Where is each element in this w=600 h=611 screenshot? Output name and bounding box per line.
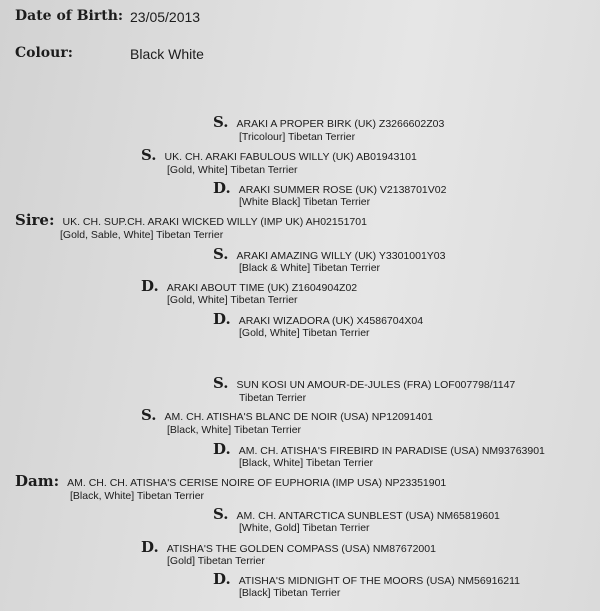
role-marker: S.	[141, 406, 157, 424]
dog-name: AM. CH. ANTARCTICA SUNBLEST (USA) NM65819601	[236, 510, 500, 522]
role-marker: Sire:	[15, 211, 55, 229]
role-marker: S.	[141, 146, 157, 164]
dog-description: [Gold, White] Tibetan Terrier	[167, 164, 298, 176]
dog-name: UK. CH. ARAKI FABULOUS WILLY (UK) AB01943101	[164, 151, 417, 163]
dog-description: [Tricolour] Tibetan Terrier	[239, 131, 356, 143]
dog-name: ARAKI A PROPER BIRK (UK) Z3266602Z03	[236, 118, 445, 130]
colour-value: Black White	[130, 46, 204, 62]
role-marker: D.	[213, 179, 231, 197]
dog-description: [Gold, Sable, White] Tibetan Terrier	[60, 229, 224, 241]
dog-name: AM. CH. ATISHA'S FIREBIRD IN PARADISE (USA) NM93763901	[238, 445, 545, 457]
dog-description: [White Black] Tibetan Terrier	[239, 196, 371, 208]
dog-description: [White, Gold] Tibetan Terrier	[239, 522, 370, 534]
role-marker: D.	[141, 277, 159, 295]
sire-sire	[141, 146, 417, 165]
dam-sire	[141, 406, 433, 425]
dog-description: Tibetan Terrier	[239, 392, 307, 404]
dog-description: [Black] Tibetan Terrier	[239, 587, 341, 599]
role-marker: D.	[213, 570, 231, 588]
dog-name: ARAKI SUMMER ROSE (UK) V2138701V02	[238, 184, 447, 196]
role-marker: D.	[213, 310, 231, 328]
dog-description: [Black, White] Tibetan Terrier	[239, 457, 374, 469]
role-marker: Dam:	[15, 472, 60, 490]
dog-name: UK. CH. SUP.CH. ARAKI WICKED WILLY (IMP UK) AH02151701	[62, 216, 367, 228]
dog-description: [Gold, White] Tibetan Terrier	[167, 294, 298, 306]
role-marker: S.	[213, 374, 229, 392]
role-marker: S.	[213, 113, 229, 131]
dog-description: [Gold, White] Tibetan Terrier	[239, 327, 370, 339]
dog-description: [Black, White] Tibetan Terrier	[70, 490, 205, 502]
dam	[15, 472, 446, 491]
dog-name: ARAKI ABOUT TIME (UK) Z1604904Z02	[166, 282, 358, 294]
dog-description: [Gold] Tibetan Terrier	[167, 555, 265, 567]
colour-label: Colour:	[15, 45, 73, 61]
dog-description: [Black, White] Tibetan Terrier	[167, 424, 302, 436]
dog-name: ATISHA'S MIDNIGHT OF THE MOORS (USA) NM56916211	[238, 575, 520, 587]
dog-name: ATISHA'S THE GOLDEN COMPASS (USA) NM87672001	[166, 543, 436, 555]
dob-value: 23/05/2013	[130, 9, 201, 25]
sire-paternal-grandsire	[213, 113, 444, 132]
dog-name: AM. CH. CH. ATISHA'S CERISE NOIRE OF EUPHORIA (IMP USA) NP23351901	[67, 477, 447, 489]
dog-name: ARAKI AMAZING WILLY (UK) Y3301001Y03	[236, 250, 446, 262]
dog-name: AM. CH. ATISHA'S BLANC DE NOIR (USA) NP12091401	[164, 411, 434, 423]
dog-description: [Black & White] Tibetan Terrier	[239, 262, 381, 274]
dog-name: SUN KOSI UN AMOUR-DE-JULES (FRA) LOF007798/1147	[236, 379, 516, 391]
sire	[15, 211, 367, 230]
dog-name: ARAKI WIZADORA (UK) X4586704X04	[238, 315, 424, 327]
role-marker: S.	[213, 505, 229, 523]
dob-label: Date of Birth:	[15, 8, 124, 24]
dam-paternal-grandsire	[213, 374, 515, 393]
role-marker: D.	[213, 440, 231, 458]
role-marker: S.	[213, 245, 229, 263]
role-marker: D.	[141, 538, 159, 556]
